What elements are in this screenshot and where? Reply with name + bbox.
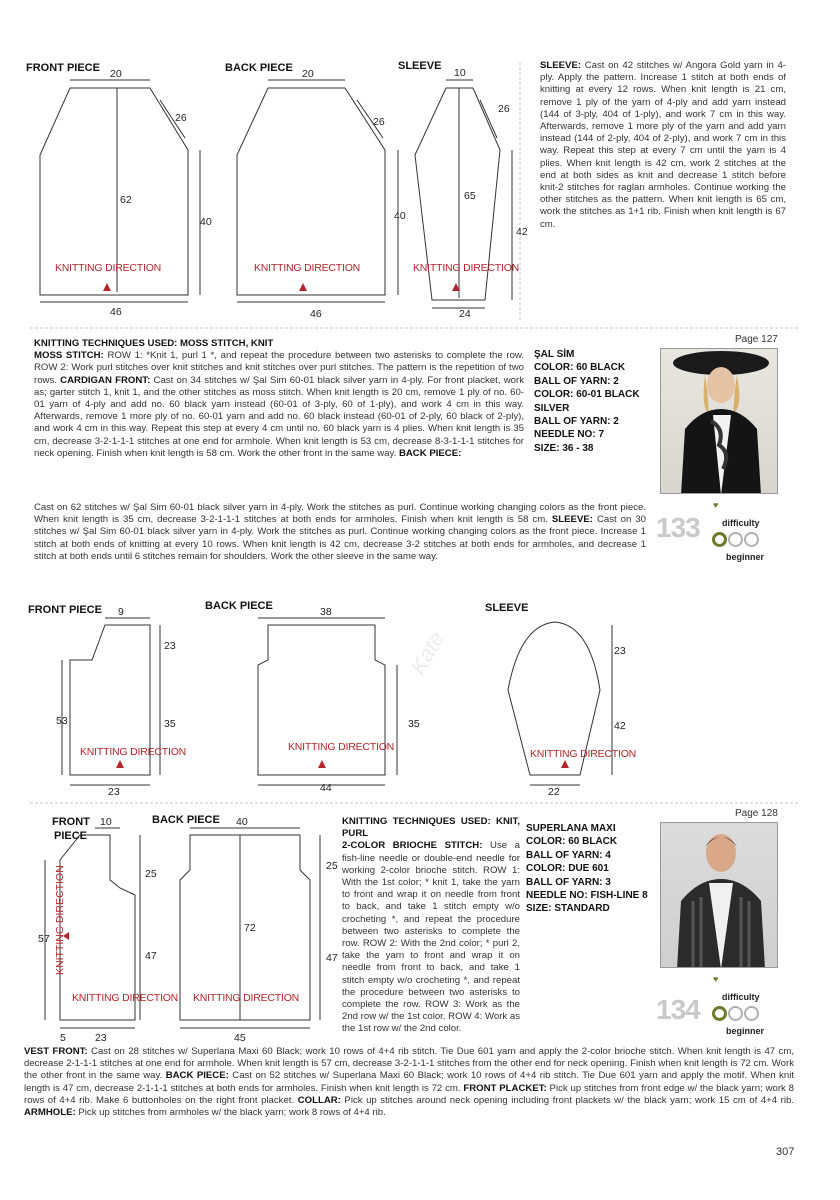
sleeve-label: SLEEVE	[485, 602, 529, 614]
dim-label: 40	[200, 216, 212, 228]
dim-label: 10	[454, 67, 466, 79]
armhole-title: ARMHOLE:	[24, 1107, 76, 1119]
knitting-direction-label: KNITTING DIRECTION	[254, 262, 361, 274]
dim-label: 46	[310, 308, 322, 320]
difficulty-ring-icon	[712, 532, 727, 547]
info-line: BALL OF YARN: 3	[526, 876, 611, 888]
model-134-illustration	[661, 823, 778, 968]
front-piece-label-2: PIECE	[54, 830, 88, 842]
level-label-133: beginner	[726, 552, 765, 562]
dim-label: 20	[302, 68, 314, 80]
dim-label: 42	[614, 720, 626, 732]
dim-label: 47	[145, 950, 157, 962]
dim-label: 40	[394, 210, 406, 222]
dim-label: 23	[108, 786, 120, 798]
model-134-photo	[660, 822, 778, 968]
difficulty-ring-icon	[728, 1006, 743, 1021]
knitting-direction-label: KNITTING DIRECTION	[288, 741, 395, 753]
page-ref-133: Page 127	[735, 334, 778, 345]
front-placket-text: Pick up stitches from front edge w/ the black yarn; work 8 rows of 4+4 rib. Make 6 buttonholes on the right front placket.	[24, 1082, 794, 1106]
front-piece-label: FRONT PIECE	[28, 604, 102, 616]
dim-label: 65	[464, 190, 476, 202]
difficulty-label-134: difficulty	[722, 992, 760, 1002]
back-piece-label: BACK PIECE	[225, 62, 293, 74]
dim-label: 42	[516, 226, 528, 238]
difficulty-ring-icon	[728, 532, 743, 547]
armhole-text: Pick up stitches from armholes w/ the black yarn; work 8 rows of 4+4 rib.	[78, 1107, 386, 1119]
info-line: SIZE: STANDARD	[526, 903, 610, 915]
dim-label: 44	[320, 782, 332, 794]
info-line: COLOR: DUE 601	[526, 863, 609, 875]
dim-label: 24	[459, 308, 471, 320]
back-piece-label: BACK PIECE	[152, 814, 220, 826]
info-line: BALL OF YARN: 4	[526, 849, 611, 861]
knitting-direction-label: KNITTING DIRECTION	[55, 262, 162, 274]
difficulty-rings-133	[712, 532, 760, 552]
techniques-title-134: KNITTING TECHNIQUES USED: KNIT, PURL	[342, 816, 520, 840]
info-line: BALL OF YARN: 2	[534, 416, 619, 428]
dim-label: 46	[110, 306, 122, 318]
model-number-133: 133	[656, 512, 700, 543]
brioche-title: 2-COLOR BRIOCHE STITCH:	[342, 840, 483, 852]
dim-label: 45	[234, 1032, 246, 1044]
dim-label: 22	[548, 786, 560, 798]
front-placket-title: FRONT PLACKET:	[463, 1082, 547, 1094]
difficulty-ring-icon	[744, 532, 759, 547]
info-line: COLOR: 60 BLACK	[534, 362, 626, 374]
dim-label: 23	[164, 640, 176, 652]
dim-label: 25	[145, 868, 157, 880]
difficulty-label-133: difficulty	[722, 518, 760, 528]
dim-label: 5	[60, 1032, 66, 1044]
yarn-info-134	[526, 822, 648, 916]
info-line: BALL OF YARN: 2	[534, 375, 619, 387]
model-133-illustration	[661, 349, 778, 494]
difficulty-ring-icon	[712, 1006, 727, 1021]
knitting-direction-label: KNITTING DIRECTION	[80, 746, 187, 758]
dim-label: 10	[100, 816, 112, 828]
info-line: COLOR: 60-01 BLACK	[534, 389, 640, 401]
back-piece-label: BACK PIECE	[205, 600, 273, 612]
front-piece-label: FRONT PIECE	[26, 62, 100, 74]
dim-label: 23	[95, 1032, 107, 1044]
collar-title: COLLAR:	[297, 1094, 341, 1106]
model-133-instructions-bottom	[34, 502, 646, 563]
sleeve-text: Cast on 42 stitches w/ Angora Gold yarn in 4-ply. Apply the pattern. Increase 1 stitch at both ends of knitting at every 12 rows. When knit length is 21 cm, remove 1 ply of the yarn of 4-ply and add yarn instead (144 of 3-ply, 404 of 1-ply), and work 7 cm in this way. Afterwards, remove 1 more ply of the yarn and add yarn instead (144 of 2-ply, 404 of 2-ply), and work 7 cm in this way. Repeat this step at every 7 cm until the yarn is 4 plies. When knit length is 42 cm, work 2 stitches at the end at both sides as knit and decrease 1 stitch before knit-2 stitches for raglan armholes. Continue working the other stitches as the pattern. When knit length is 65 cm, work the stitches as 1+1 rib. Finish when knit length is 67 cm.	[540, 60, 786, 230]
info-line: NEEDLE NO: 7	[534, 429, 605, 441]
sleeve-instructions	[540, 60, 786, 231]
page-ref-134: Page 128	[735, 808, 778, 819]
knitting-direction-label: KNITTING DIRECTION	[530, 748, 637, 760]
sleeve-title-133: SLEEVE:	[551, 514, 593, 526]
vest-front-text: Cast on 28 stitches w/ Superlana Maxi 60 Black; work 10 rows of 4+4 rib stitch. Tie Due 601 yarn and apply the 2-color brioche stitch. When knit length is 47 cm, decrease 2-1-1-1 stitches at one end for armhole. When knit length is 57 cm, decrease 3-2-1-1-1 stitches from the other end for neck opening. Finish when knit length is 72 cm. Work the other front in the same way.	[24, 1046, 794, 1082]
cardigan-front-title: CARDIGAN FRONT:	[60, 374, 151, 386]
dim-label: 62	[120, 194, 132, 206]
heart-icon: ♥	[713, 500, 719, 510]
moss-stitch-text: ROW 1: *Knit 1, purl 1 *, and repeat the procedure between two asterisks to complete the row. ROW 2: Work purl stitches over knit stitches and knit stitches over purl stitches. The pattern is the repetition of two rows.	[34, 350, 524, 386]
info-line: SIZE: 36 - 38	[534, 442, 594, 454]
sleeve-label: SLEEVE	[398, 60, 442, 72]
heart-icon: ♥	[713, 974, 719, 984]
sleeve-text-133: Cast on 30 stitches w/ Şal Sim 60-01 black silver yarn in 4-ply. Work the stitches as purl. Continue working changing colors as the front piece. Increase 1 stitch at both ends of knitting at every 10 rows. When knit length is 42 cm, decrease 3-2 stitches at both ends for armholes, and decrease 1 stitch at both ends until 6 stitches remain for shoulders. Work the other sleeve in the same way.	[34, 514, 647, 562]
knitting-direction-label: KNITTING DIRECTION	[193, 992, 300, 1004]
dim-label: 20	[110, 68, 122, 80]
model-134-instructions-bottom	[24, 1046, 794, 1119]
info-line: NEEDLE NO: FISH-LINE 8	[526, 890, 648, 902]
knitting-direction-label-vertical: KNITTING DIRECTION	[54, 865, 66, 975]
dim-label: 23	[614, 645, 626, 657]
dim-label: 35	[408, 718, 420, 730]
cardigan-front-text: Cast on 34 stitches w/ Şal Sim 60-01 black silver yarn in 4-ply. For front placket, work as; garter stitch 1, knit 1, and the other stitches as moss stitch. When knit length is 20 cm, remove 1 ply of no. 60-01 yarn of 4-ply and add no. 60 black yarn instead (60-01 of 3-ply, 60 of 1-ply), and work 4 cm in this way. Afterwards, remove 1 more ply of no. 60-01 yarn and add no. 60 black instead (60-01 of 2-ply, 60 black of 2-ply), and work 4 cm in this way. Repeat this step at every 4 cm until no. 60 black yarn is 4 plies. When knit length is 35 cm, decrease 3-2-1-1-1 stitches at one end for armhole. When knit length is 53 cm, decrease 8-3-1-1-1 stitches for neck opening. Finish when knit length is 58 cm. Work the other front in the same way.	[34, 374, 525, 459]
vest-front-title: VEST FRONT:	[24, 1046, 88, 1057]
yarn-info-133	[534, 348, 640, 455]
model-number-134: 134	[656, 994, 700, 1025]
model-133-photo	[660, 348, 778, 494]
dim-label: 72	[244, 922, 256, 934]
dim-label: 57	[38, 933, 50, 945]
front-piece-label: FRONT	[52, 816, 90, 828]
watermark-logo: Kate	[405, 626, 450, 679]
knitting-direction-label: KNITTING DIRECTION	[72, 992, 179, 1004]
techniques-title: KNITTING TECHNIQUES USED: MOSS STITCH, KNIT	[34, 338, 274, 349]
sleeve-title: SLEEVE:	[540, 60, 582, 71]
back-piece-text-134: Cast on 52 stitches w/ Superlana Maxi 60 Black; work 10 rows of 4+4 rib stitch. Tie Due 601 yarn and apply the motif. When knit length is 47 cm, decrease 2-1-1-1 stitches at both ends for armholes. Finish when knit length is 72 cm.	[24, 1070, 794, 1094]
back-piece-title: BACK PIECE:	[398, 447, 462, 459]
level-label-134: beginner	[726, 1026, 765, 1036]
knitting-direction-label: KNITTING DIRECTION	[413, 262, 520, 274]
moss-stitch-title: MOSS STITCH:	[34, 350, 104, 362]
model-133-instructions-top	[34, 338, 524, 460]
back-piece-title-134: BACK PIECE:	[165, 1070, 229, 1082]
dim-label: 47	[326, 952, 338, 964]
dim-label: 26	[175, 112, 187, 124]
dim-label: 35	[164, 718, 176, 730]
model-134-instructions-col	[342, 816, 520, 1036]
info-line: SUPERLANA MAXI	[526, 823, 616, 834]
back-piece-text: Cast on 62 stitches w/ Şal Sim 60-01 black silver yarn in 4-ply. Work the stitches as purl. Continue working changing colors as the front piece. When knit length is 35 cm, decrease 3-2-1-1-1 stitches at both ends for armholes. Finish when knit length is 58 cm.	[34, 502, 646, 526]
info-line: COLOR: 60 BLACK	[526, 836, 618, 848]
dim-label: 53	[56, 715, 68, 727]
info-line: ŞAL SİM	[534, 349, 575, 360]
dim-label: 40	[236, 816, 248, 828]
dim-label: 26	[498, 103, 510, 115]
dim-label: 38	[320, 606, 332, 618]
brioche-text: Use a fish-line needle or double-end needle for working 2-color brioche stitch. ROW 1: With the 1st color; * knit 1, take the yarn to front and wrap it on needle from front to back, and take 1 stitch empty w/o crocheting *, and repeat the procedure between two asterisks to complete the row. ROW 2: With the 2nd color; * purl 2, take the yarn to front and wrap it on needle from front to back, and take 1 stitch empty w/o crocheting *, and repeat the procedure between two asterisks to complete the row. ROW 3: Work as the 2nd row w/ the 1st color. ROW 4: Work as the 1st row w/ the 2nd color.	[342, 840, 520, 1035]
dim-label: 26	[373, 116, 385, 128]
collar-text: Pick up stitches around neck opening including front plackets w/ the black yarn; work 15 cm of 4+4 rib.	[344, 1094, 794, 1106]
page-number: 307	[776, 1146, 795, 1158]
dim-label: 25	[326, 860, 338, 872]
difficulty-rings-134	[712, 1006, 760, 1026]
difficulty-ring-icon	[744, 1006, 759, 1021]
info-line: SILVER	[534, 402, 570, 414]
dim-label: 9	[118, 606, 124, 618]
